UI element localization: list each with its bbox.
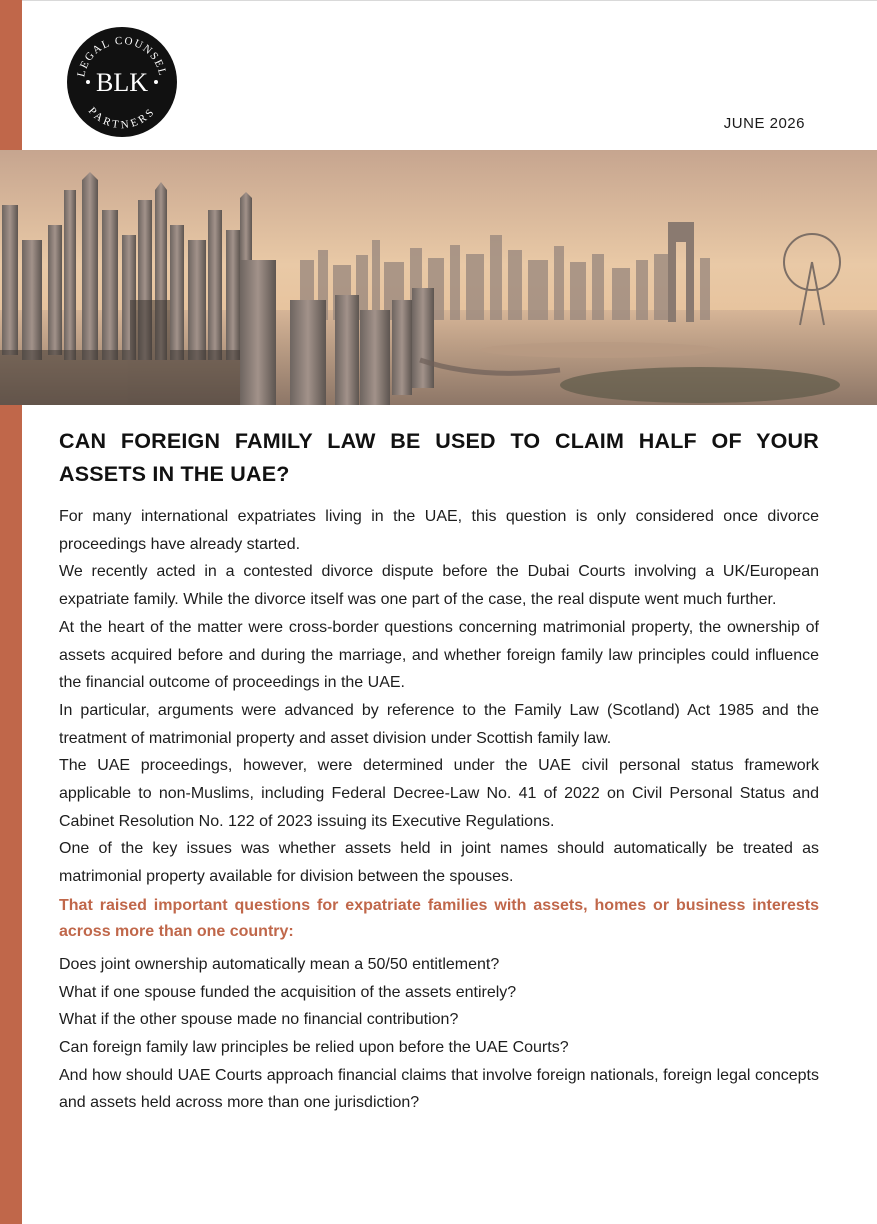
question-item: And how should UAE Courts approach financial claims that involve foreign nationals, foreign legal concepts and assets held across more than one jurisdiction? xyxy=(59,1066,819,1112)
hero-skyline-image xyxy=(0,150,877,405)
question-item: What if one spouse funded the acquisition of the assets entirely? xyxy=(59,983,517,1001)
article-paragraph: The UAE proceedings, however, were determined under the UAE civil personal status framework applicable to non-Muslims, including Federal Decree-Law No. 41 of 2022 on Civil Personal Status and Cabinet Resolution No. 122 of 2023 issuing its Executive Regulations. xyxy=(59,757,819,830)
question-item: Can foreign family law principles be relied upon before the UAE Courts? xyxy=(59,1038,569,1056)
article-paragraph: One of the key issues was whether assets held in joint names should automatically be treated as matrimonial property available for division between the spouses. xyxy=(59,840,819,886)
question-item: What if the other spouse made no financial contribution? xyxy=(59,1011,459,1029)
top-rule xyxy=(22,0,877,1)
article-paragraph: We recently acted in a contested divorce dispute before the Dubai Courts involving a UK/European expatriate family. While the divorce itself was one part of the case, the real dispute went much further. xyxy=(59,563,819,609)
callout-heading: That raised important questions for expatriate families with assets, homes or business interests across more than one country: xyxy=(59,896,819,940)
firm-logo xyxy=(66,26,178,138)
logo-monogram: BLK xyxy=(96,68,148,97)
article-paragraph: In particular, arguments were advanced by reference to the Family Law (Scotland) Act 1985 and the treatment of matrimonial property and asset division under Scottish family law. xyxy=(59,701,819,747)
article-title: CAN FOREIGN FAMILY LAW BE USED TO CLAIM HALF OF YOUR ASSETS IN THE UAE? xyxy=(59,429,819,486)
issue-date: JUNE 2026 xyxy=(723,115,805,132)
skyline-illustration xyxy=(0,150,877,405)
question-item: Does joint ownership automatically mean a 50/50 entitlement? xyxy=(59,955,500,973)
logo-arc-bottom: PARTNERS xyxy=(85,104,159,132)
article xyxy=(59,425,819,1117)
logo-arc-top: LEGAL COUNSEL xyxy=(75,34,169,79)
article-paragraph: At the heart of the matter were cross-border questions concerning matrimonial property, the ownership of assets acquired before and during the marriage, and whether foreign family law principles could influence the financial outcome of proceedings in the UAE. xyxy=(59,618,819,692)
article-paragraph: For many international expatriates living in the UAE, this question is only considered once divorce proceedings have already started. xyxy=(59,508,819,553)
